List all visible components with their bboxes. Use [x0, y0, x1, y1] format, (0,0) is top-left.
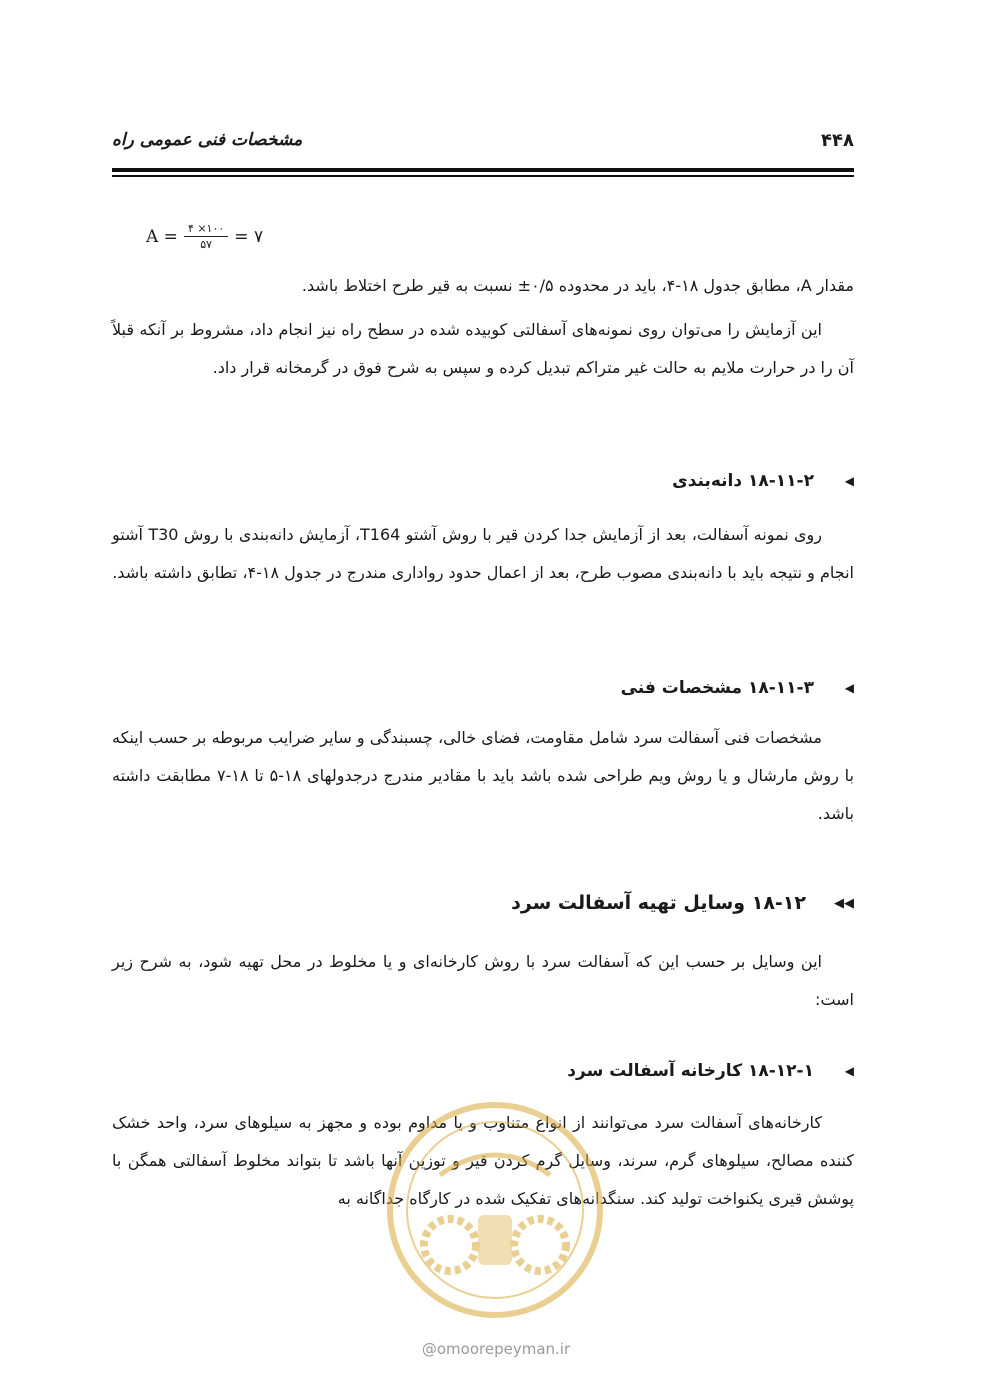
page-number: ۴۴۸	[821, 130, 854, 151]
paragraph-road-samples: این آزمایش را می‌توان روی نمونه‌های آسفالتی کوبیده شده در سطح راه نیز انجام داد، مشروط بر آنکه قبلاً آن را در حرارت ملایم به حالت غیر متراکم تبدیل کرده و سپس به شرح فوق در گرمخانه قرار داد.	[112, 320, 854, 377]
double-bullet-icon: ◀◀	[834, 895, 854, 911]
paragraph-plant: کارخانه‌های آسفالت سرد می‌توانند از انواع متناوب و یا مداوم بوده و مجهز به سیلوهای سرد، واحد خشک کننده مصالح، سیلوهای گرم، سرند، وسایل گرم کردن قیر و توزین آنها باشد تا بتواند مخلوط آسفالتی همگن با پوشش قیری یکنواخت تولید کند. سنگدانه‌های تفکیک شده در کارگاه جداگانه به	[112, 1113, 854, 1208]
header-rule-thin	[112, 175, 854, 177]
paragraph-specs: مشخصات فنی آسفالت سرد شامل مقاومت، فضای خالی، چسبندگی و سایر ضرایب مربوطه بر حسب اینکه با روش مارشال و یا روش ویم طراحی شده باشد باید با مقادیر مندرج درجدولهای ۱۸-۵ تا ۱۸-۷ مطابقت داشته باشد.	[112, 728, 855, 823]
formula-numerator: ۴ ×۱۰۰	[184, 222, 228, 237]
section-heading-specs	[112, 673, 854, 703]
section-heading-equipment	[112, 888, 854, 918]
formula-a	[146, 222, 263, 251]
bullet-icon: ◀	[844, 474, 854, 488]
formula-fraction	[184, 222, 228, 251]
page-header	[112, 128, 854, 164]
formula-lhs: A =	[146, 226, 178, 247]
paragraph-gradation: روی نمونه آسفالت، بعد از آزمایش جدا کردن قیر با روش آشتو T164، آزمایش دانه‌بندی با روش T30 آشتو انجام و نتیجه باید با دانه‌بندی مصوب طرح، بعد از اعمال حدود رواداری مندرج در جدول ۱۸-۴، تطابق داشته باشد.	[112, 525, 854, 582]
section-title: ۱۸-۱۲ وسایل تهیه آسفالت سرد	[511, 892, 806, 914]
section-title: ۱۸-۱۱-۲ دانه‌بندی	[672, 471, 814, 491]
section-title: ۱۸-۱۲-۱ کارخانه آسفالت سرد	[567, 1061, 814, 1081]
formula-denominator: ۵۷	[200, 238, 213, 251]
header-rule-thick	[112, 168, 854, 172]
bullet-icon: ◀	[844, 1064, 854, 1078]
bullet-icon: ◀	[844, 681, 854, 695]
formula-rhs: = ۷	[234, 226, 264, 247]
section-heading-plant	[112, 1056, 854, 1086]
paragraph-equipment: این وسایل بر حسب این که آسفالت سرد با روش کارخانه‌ای و یا مخلوط در محل تهیه شود، به شرح زیر است:	[112, 952, 854, 1009]
section-heading-gradation	[112, 466, 854, 496]
paragraph-a-value: مقدار A، مطابق جدول ۱۸-۴، باید در محدوده ۰/۵± نسبت به قیر طرح اختلاط باشد.	[301, 276, 854, 295]
watermark-site: @omoorepeyman.ir	[421, 1340, 571, 1358]
watermark-logo-icon	[380, 1095, 610, 1325]
book-title: مشخصات فنی عمومی راه	[112, 130, 303, 150]
section-title: ۱۸-۱۱-۳ مشخصات فنی	[620, 678, 814, 698]
